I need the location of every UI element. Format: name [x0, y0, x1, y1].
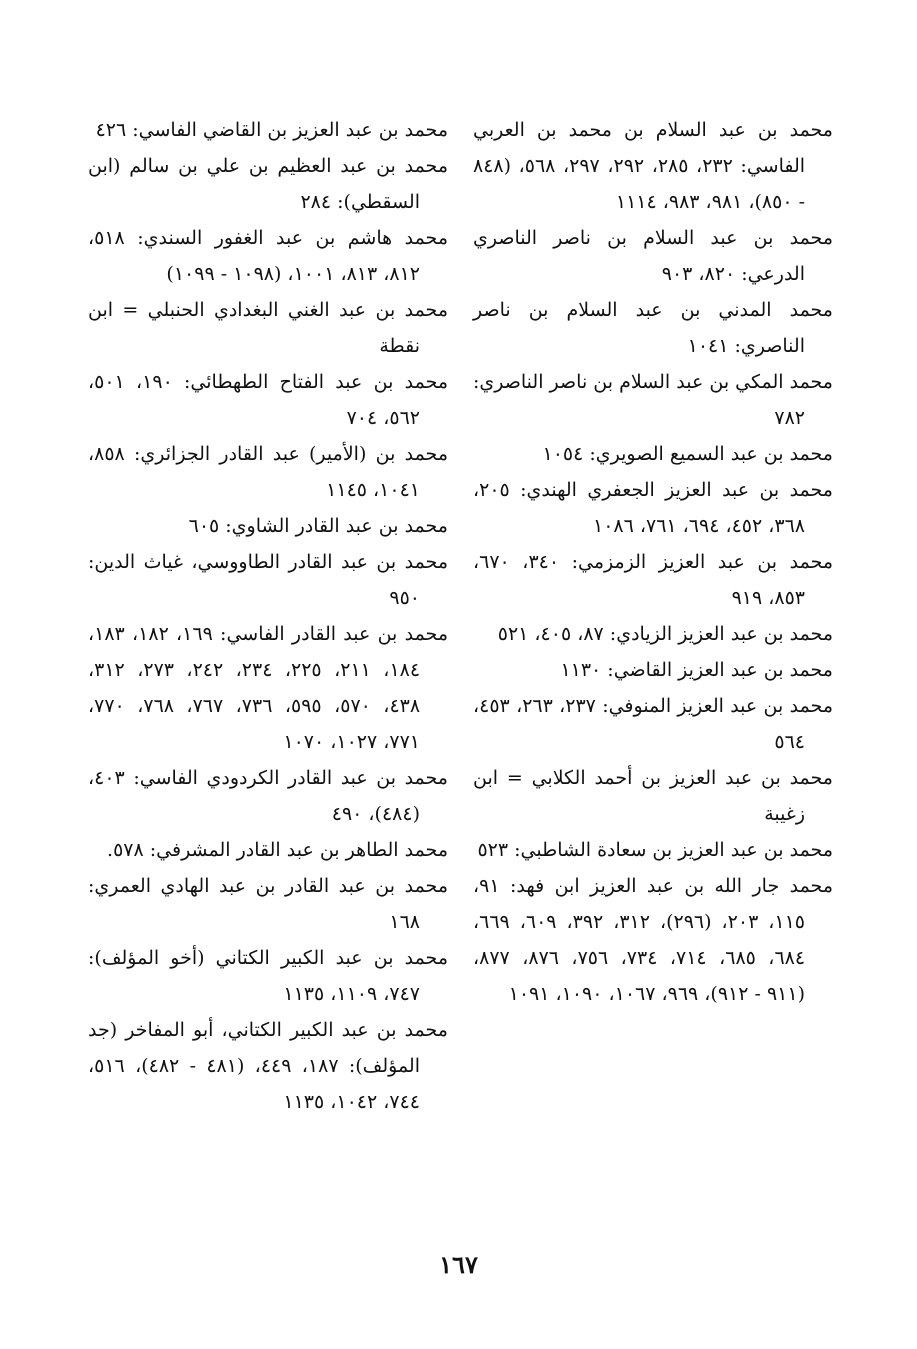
index-entry: محمد بن عبد السميع الصويري: ١٠٥٤ [542, 443, 833, 465]
index-entry: محمد بن عبد القادر بن عبد الهادي العمري: ١٦٨ [88, 875, 448, 933]
index-entry: محمد بن عبد العزيز الزيادي: ٨٧، ٤٠٥، ٥٢١ [497, 623, 833, 645]
index-entry: محمد بن عبد العظيم بن علي بن سالم (ابن السقطي): ٢٨٤ [88, 155, 448, 213]
index-entry: محمد بن عبد العزيز الزمزمي: ٣٤٠، ٦٧٠، ٨٥٣، ٩١٩ [473, 551, 834, 609]
index-entry: محمد هاشم بن عبد الغفور السندي: ٥١٨، ٨١٢، ٨١٣، ١٠٠١، (١٠٩٨ - ١٠٩٩) [88, 227, 448, 285]
index-entry: محمد بن عبد الفتاح الطهطائي: ١٩٠، ٥٠١، ٥٦٢، ٧٠٤ [88, 371, 449, 429]
index-entry: محمد بن عبد العزيز بن أحمد الكلابي = ابن زغيبة [473, 767, 833, 825]
index-entry: محمد المدني بن عبد السلام بن ناصر الناصري: ١٠٤١ [473, 299, 833, 357]
index-entry: محمد بن عبد العزيز بن سعادة الشاطبي: ٥٢٣ [477, 839, 833, 861]
index-entry: محمد بن عبد العزيز بن القاضي الفاسي: ٤٢٦ [95, 119, 448, 141]
index-entry: محمد المكي بن عبد السلام بن ناصر الناصري: ٧٨٢ [473, 371, 833, 429]
left-column [88, 112, 448, 1242]
index-entry: محمد بن عبد الغني البغدادي الحنبلي = ابن نقطة [88, 299, 448, 357]
index-entry: محمد بن عبد القادر الكردودي الفاسي: ٤٠٣، (٤٨٤)، ٤٩٠ [88, 767, 448, 825]
index-entry: محمد بن عبد القادر الشاوي: ٦٠٥ [188, 515, 448, 537]
index-entry: محمد بن عبد الكبير الكتاني (أخو المؤلف): ٧٤٧، ١١٠٩، ١١٣٥ [88, 947, 448, 1005]
index-entry: محمد بن (الأمير) عبد القادر الجزائري: ٨٥٨، ١٠٤١، ١١٤٥ [88, 443, 448, 501]
index-entry: محمد بن عبد العزيز المنوفي: ٢٣٧، ٢٦٣، ٤٥٣، ٥٦٤ [473, 695, 833, 753]
index-entry: محمد الطاهر بن عبد القادر المشرفي: ٥٧٨. [107, 839, 448, 861]
index-entry: محمد بن عبد السلام بن ناصر الناصري الدرعي: ٨٢٠، ٩٠٣ [473, 227, 833, 285]
index-entry: محمد بن عبد العزيز الجعفري الهندي: ٢٠٥، ٣٦٨، ٤٥٢، ٦٩٤، ٧٦١، ١٠٨٦ [473, 479, 833, 537]
page-number: ١٦٧ [439, 1250, 478, 1279]
index-entry: محمد بن عبد القادر الفاسي: ١٦٩، ١٨٢، ١٨٣، ١٨٤، ٢١١، ٢٢٥، ٢٣٤، ٢٤٢، ٢٧٣، ٣١٢، ٤٣٨، ٥٧٠، ٥٩٥، ٧٣٦، ٧٦٧، ٧٦٨، ٧٧٠، ٧٧١، ١٠٢٧، ١٠٧٠ [88, 623, 449, 753]
index-entry: محمد بن عبد السلام بن محمد بن العربي الفاسي: ٢٣٢، ٢٨٥، ٢٩٢، ٢٩٧، ٥٦٨، (٨٤٨ - ٨٥٠)، ٩٨١، ٩٨٣، ١١١٤ [473, 119, 833, 213]
index-page [88, 112, 833, 1242]
index-entry: محمد بن عبد القادر الطاووسي، غياث الدين: ٩٥٠ [88, 551, 448, 609]
index-entry: محمد جار الله بن عبد العزيز ابن فهد: ٩١، ١١٥، ٢٠٣، (٢٩٦)، ٣١٢، ٣٩٢، ٦٠٩، ٦٦٩، ٦٨٤، ٦٨٥، ٧١٤، ٧٣٤، ٧٥٦، ٨٧٦، ٨٧٧، (٩١١ - ٩١٢)، ٩٦٩، ١٠٦٧، ١٠٩٠، ١٠٩١ [473, 875, 833, 1005]
index-entry: محمد بن عبد الكبير الكتاني، أبو المفاخر (جد المؤلف): ١٨٧، ٤٤٩، (٤٨١ - ٤٨٢)، ٥١٦، ٧٤٤، ١٠٤٢، ١١٣٥ [88, 1019, 448, 1113]
right-column [473, 112, 833, 1242]
index-entry: محمد بن عبد العزيز القاضي: ١١٣٠ [560, 659, 833, 681]
